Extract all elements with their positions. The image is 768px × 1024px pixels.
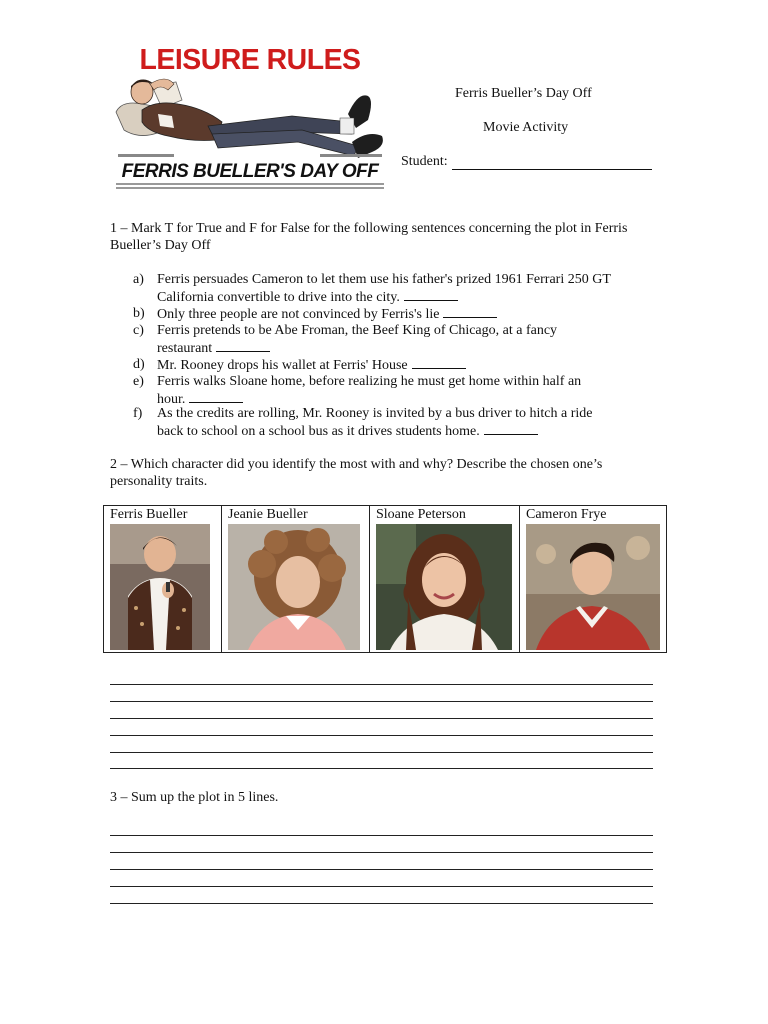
question-1-prompt: 1 – Mark T for True and F for False for the following sentences concerning the plot in Ferris Bueller’s Day Off bbox=[110, 221, 628, 253]
question-2-prompt: 2 – Which character did you identify the most with and why? Describe the chosen one’s personality traits. bbox=[110, 457, 603, 489]
item-text: Ferris persuades Cameron to let them use his father's prized 1961 Ferrari 250 GT bbox=[157, 272, 611, 287]
item-text: back to school on a school bus as it drives students home. bbox=[157, 424, 480, 439]
character-cell[interactable] bbox=[222, 506, 370, 652]
item-text: Only three people are not convinced by Ferris's lie bbox=[157, 307, 440, 322]
question-3-prompt: 3 – Sum up the plot in 5 lines. bbox=[110, 790, 279, 805]
character-cell[interactable] bbox=[370, 506, 520, 652]
answer-blank[interactable] bbox=[189, 390, 243, 403]
character-cell[interactable] bbox=[520, 506, 666, 652]
cameron-frye-photo bbox=[526, 524, 660, 650]
character-name: Jeanie Bueller bbox=[228, 507, 308, 522]
character-cell[interactable] bbox=[104, 506, 222, 652]
worksheet-subtitle: Movie Activity bbox=[483, 120, 569, 135]
movie-poster bbox=[112, 44, 388, 194]
answer-line[interactable] bbox=[110, 852, 653, 853]
answer-line[interactable] bbox=[110, 869, 653, 870]
answer-line[interactable] bbox=[110, 752, 653, 753]
poster-credits-bar bbox=[116, 183, 384, 185]
poster-subtitle: FERRIS BUELLER'S DAY OFF bbox=[121, 161, 379, 182]
answer-line[interactable] bbox=[110, 718, 653, 719]
jeanie-bueller-photo bbox=[228, 524, 360, 650]
answer-line[interactable] bbox=[110, 835, 653, 836]
answer-line[interactable] bbox=[110, 701, 653, 702]
answer-blank[interactable] bbox=[404, 288, 458, 301]
answer-blank[interactable] bbox=[484, 422, 538, 435]
item-label: e) bbox=[133, 374, 144, 389]
answer-line[interactable] bbox=[110, 684, 653, 685]
student-label: Student: bbox=[401, 154, 448, 169]
item-label: f) bbox=[133, 406, 143, 421]
answer-line[interactable] bbox=[110, 903, 653, 904]
answer-line[interactable] bbox=[110, 735, 653, 736]
student-field[interactable] bbox=[401, 154, 652, 170]
poster-title: LEISURE RULES bbox=[139, 44, 361, 76]
list-item bbox=[133, 405, 663, 439]
character-name: Sloane Peterson bbox=[376, 507, 466, 522]
worksheet-title: Ferris Bueller’s Day Off bbox=[455, 86, 592, 101]
list-item bbox=[133, 356, 663, 373]
item-text: restaurant bbox=[157, 341, 213, 356]
item-text: California convertible to drive into the city. bbox=[157, 290, 400, 305]
student-name-line[interactable] bbox=[452, 155, 652, 170]
item-text: As the credits are rolling, Mr. Rooney is invited by a bus driver to hitch a ride bbox=[157, 406, 593, 421]
poster-illustration bbox=[112, 70, 388, 162]
answer-blank[interactable] bbox=[216, 339, 270, 352]
list-item bbox=[133, 322, 663, 356]
item-label: d) bbox=[133, 357, 145, 372]
item-text: hour. bbox=[157, 392, 186, 407]
answer-blank[interactable] bbox=[443, 305, 497, 318]
sloane-peterson-photo bbox=[376, 524, 512, 650]
list-item bbox=[133, 373, 663, 407]
character-name: Cameron Frye bbox=[526, 507, 607, 522]
poster-credits-bar bbox=[116, 187, 384, 189]
list-item bbox=[133, 305, 663, 322]
item-label: a) bbox=[133, 272, 144, 287]
character-table bbox=[103, 505, 667, 653]
ferris-bueller-photo bbox=[110, 524, 210, 650]
item-label: c) bbox=[133, 323, 144, 338]
item-text: Ferris pretends to be Abe Froman, the Beef King of Chicago, at a fancy bbox=[157, 323, 558, 338]
character-name: Ferris Bueller bbox=[110, 507, 188, 522]
list-item bbox=[133, 271, 663, 305]
answer-line[interactable] bbox=[110, 886, 653, 887]
item-label: b) bbox=[133, 306, 145, 321]
item-text: Mr. Rooney drops his wallet at Ferris' House bbox=[157, 358, 408, 373]
answer-line[interactable] bbox=[110, 768, 653, 769]
item-text: Ferris walks Sloane home, before realizing he must get home within half an bbox=[157, 374, 582, 389]
answer-blank[interactable] bbox=[412, 356, 466, 369]
